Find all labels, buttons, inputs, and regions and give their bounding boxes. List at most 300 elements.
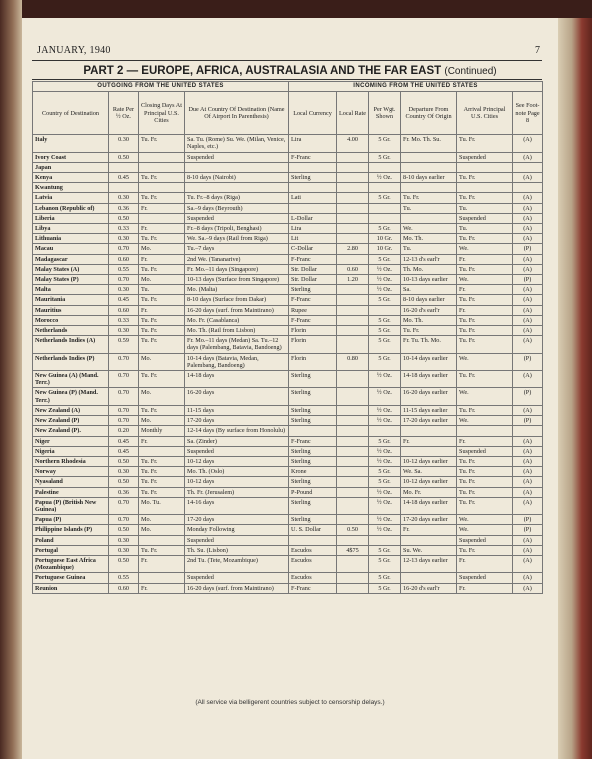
table-cell: Sterling: [289, 477, 337, 487]
table-cell: Tu. Fr.: [457, 497, 513, 514]
table-cell: Malay States (P): [33, 275, 109, 285]
col-country: Country of Destination: [33, 92, 109, 135]
table-cell: [369, 162, 401, 172]
table-cell: 0.30: [109, 234, 139, 244]
table-cell: Suspended: [457, 535, 513, 545]
table-row: [33, 326, 543, 336]
table-row: [33, 525, 543, 535]
table-cell: 0.70: [109, 244, 139, 254]
table-cell: Tu. Fr.: [457, 173, 513, 183]
table-cell: Sterling: [289, 285, 337, 295]
table-cell: [337, 467, 369, 477]
table-cell: [337, 535, 369, 545]
table-cell: Mo. Tu.: [139, 497, 185, 514]
table-row: [33, 315, 543, 325]
table-cell: [337, 254, 369, 264]
table-cell: 8-10 days (Nairobi): [185, 173, 289, 183]
table-row: [33, 353, 543, 370]
table-cell: Netherlands: [33, 326, 109, 336]
table-cell: Tu. Fr.: [457, 326, 513, 336]
table-row: [33, 436, 543, 446]
col-arrival: Arrival Principal U.S. Cities: [457, 92, 513, 135]
table-cell: [337, 203, 369, 213]
table-row: [33, 487, 543, 497]
table-cell: Mo. Th. (Rail from Lisbon): [185, 326, 289, 336]
table-cell: [369, 203, 401, 213]
table-cell: 0.50: [109, 525, 139, 535]
table-cell: Mo.: [139, 388, 185, 405]
table-cell: Tu. Fr.: [457, 477, 513, 487]
table-cell: Mo.: [139, 416, 185, 426]
col-departure: Departure From Country Of Origin: [401, 92, 457, 135]
table-row: [33, 285, 543, 295]
table-row: [33, 264, 543, 274]
table-cell: Escudos: [289, 555, 337, 572]
table-cell: 16-20 d's earl'r: [401, 583, 457, 593]
table-cell: Mo. Th.: [401, 315, 457, 325]
table-cell: (A): [513, 535, 543, 545]
table-cell: Monday Following: [185, 525, 289, 535]
table-cell: 0.30: [109, 545, 139, 555]
table-cell: (A): [513, 254, 543, 264]
table-cell: Tu. Fr.: [139, 264, 185, 274]
table-cell: 5 Gr.: [369, 336, 401, 353]
table-cell: Poland: [33, 535, 109, 545]
table-cell: 17-20 days earlier: [401, 416, 457, 426]
table-cell: Madagascar: [33, 254, 109, 264]
col-footnote: See Foot-note Page 8: [513, 92, 543, 135]
table-cell: 12-13 d's earl'r: [401, 254, 457, 264]
table-row: [33, 573, 543, 583]
table-cell: We. Sa.–9 days (Rail from Riga): [185, 234, 289, 244]
table-cell: Th. Mo.: [401, 264, 457, 274]
table-row: [33, 295, 543, 305]
table-cell: ½ Oz.: [369, 525, 401, 535]
table-cell: (P): [513, 515, 543, 525]
table-cell: Sterling: [289, 388, 337, 405]
table-cell: [513, 426, 543, 436]
table-cell: 0.60: [109, 254, 139, 264]
table-cell: Su. We.: [401, 545, 457, 555]
table-cell: 0.36: [109, 487, 139, 497]
table-cell: Suspended: [457, 152, 513, 162]
table-cell: Suspended: [185, 213, 289, 223]
table-cell: Latvia: [33, 193, 109, 203]
table-cell: [369, 183, 401, 193]
table-cell: 0.70: [109, 416, 139, 426]
table-cell: 17-20 days earlier: [401, 515, 457, 525]
table-cell: Fr.: [139, 555, 185, 572]
table-cell: We.: [457, 525, 513, 535]
table-cell: Florin: [289, 326, 337, 336]
table-cell: Fr. Mo.–11 days (Medan) Sa. Tu.–12 days (Palembang, Batavia, Bandoeng): [185, 336, 289, 353]
table-cell: Northern Rhodesia: [33, 456, 109, 466]
table-cell: [337, 213, 369, 223]
table-cell: 0.36: [109, 203, 139, 213]
table-cell: Papua (P): [33, 515, 109, 525]
table-cell: (P): [513, 388, 543, 405]
table-cell: 0.33: [109, 224, 139, 234]
table-cell: We. Sa.: [401, 467, 457, 477]
table-row: [33, 244, 543, 254]
table-cell: Mo. Th. (Oslo): [185, 467, 289, 477]
table-cell: Tu. Fr.: [457, 315, 513, 325]
table-cell: [139, 535, 185, 545]
table-cell: Malta: [33, 285, 109, 295]
table-cell: Sterling: [289, 416, 337, 426]
table-row: [33, 545, 543, 555]
table-cell: Sa.–9 days (Beyrouth): [185, 203, 289, 213]
table-cell: [369, 426, 401, 436]
table-cell: 5 Gr.: [369, 135, 401, 152]
table-cell: ½ Oz.: [369, 275, 401, 285]
table-cell: Fr.: [139, 305, 185, 315]
table-row: [33, 135, 543, 152]
table-cell: 16-20 days (surf. from Maintirano): [185, 583, 289, 593]
table-row: [33, 555, 543, 572]
table-cell: Florin: [289, 353, 337, 370]
table-cell: Kwantung: [33, 183, 109, 193]
table-cell: Netherlands Indies (P): [33, 353, 109, 370]
table-cell: Tu.: [401, 203, 457, 213]
table-cell: Fr.: [401, 436, 457, 446]
table-cell: [337, 456, 369, 466]
table-cell: Nigeria: [33, 446, 109, 456]
table-cell: Italy: [33, 135, 109, 152]
table-cell: (P): [513, 416, 543, 426]
table-cell: Tu. Fr.: [139, 295, 185, 305]
table-cell: 0.45: [109, 173, 139, 183]
table-row: [33, 193, 543, 203]
table-cell: 0.30: [109, 193, 139, 203]
table-cell: [289, 535, 337, 545]
table-cell: Sterling: [289, 405, 337, 415]
table-cell: Escudos: [289, 573, 337, 583]
section-header-row: [33, 82, 543, 92]
table-cell: We.: [401, 224, 457, 234]
document-page: [22, 18, 558, 759]
table-cell: 17-20 days: [185, 416, 289, 426]
table-cell: 10-12 days: [185, 456, 289, 466]
table-cell: Malay States (A): [33, 264, 109, 274]
title-main: PART 2 — EUROPE, AFRICA, AUSTRALASIA AND THE FAR EAST: [83, 65, 442, 77]
table-cell: ½ Oz.: [369, 371, 401, 388]
table-cell: Netherlands Indies (A): [33, 336, 109, 353]
table-cell: [369, 535, 401, 545]
table-cell: (A): [513, 213, 543, 223]
table-cell: New Zealand (P).: [33, 426, 109, 436]
table-body: [33, 135, 543, 594]
table-cell: 5 Gr.: [369, 477, 401, 487]
table-cell: Mo.: [139, 275, 185, 285]
title-continued: (Continued): [444, 66, 497, 77]
table-cell: Mo.: [139, 525, 185, 535]
table-row: [33, 405, 543, 415]
table-cell: 0.30: [109, 467, 139, 477]
table-row: [33, 515, 543, 525]
table-cell: Papua (P) (British New Guinea): [33, 497, 109, 514]
table-cell: 5 Gr.: [369, 353, 401, 370]
table-cell: Japan: [33, 162, 109, 172]
table-cell: Monthly: [139, 426, 185, 436]
table-cell: [513, 162, 543, 172]
table-cell: Norway: [33, 467, 109, 477]
table-cell: Fr. Mo. Th. Su.: [401, 135, 457, 152]
table-cell: 0.33: [109, 315, 139, 325]
table-cell: Tu. Fr.: [139, 336, 185, 353]
table-cell: [457, 426, 513, 436]
table-cell: (A): [513, 436, 543, 446]
table-cell: Fr.: [139, 203, 185, 213]
table-cell: Morocco: [33, 315, 109, 325]
table-cell: Fr.: [401, 525, 457, 535]
table-cell: Mo.: [139, 353, 185, 370]
table-cell: Tu. Fr.: [457, 193, 513, 203]
table-cell: [337, 497, 369, 514]
table-cell: Niger: [33, 436, 109, 446]
table-cell: 2.80: [337, 244, 369, 254]
table-row: [33, 371, 543, 388]
table-cell: 10-12 days earlier: [401, 456, 457, 466]
table-cell: Philippine Islands (P): [33, 525, 109, 535]
table-cell: F-Franc: [289, 315, 337, 325]
table-cell: Florin: [289, 336, 337, 353]
table-cell: 14-16 days: [185, 497, 289, 514]
table-cell: C-Dollar: [289, 244, 337, 254]
table-cell: 5 Gr.: [369, 555, 401, 572]
table-cell: P-Pound: [289, 487, 337, 497]
table-cell: 0.45: [109, 446, 139, 456]
page-number: 7: [535, 45, 540, 56]
table-cell: [401, 535, 457, 545]
table-cell: F-Franc: [289, 583, 337, 593]
table-cell: 16-20 d's earl'r: [401, 305, 457, 315]
table-row: [33, 477, 543, 487]
table-cell: Tu. Fr.: [401, 326, 457, 336]
table-cell: Mo. Th.: [401, 234, 457, 244]
table-cell: 14-18 days earlier: [401, 497, 457, 514]
table-cell: Reunion: [33, 583, 109, 593]
table-cell: [337, 477, 369, 487]
table-cell: [337, 583, 369, 593]
table-cell: [401, 426, 457, 436]
table-cell: Tu. Fr.: [401, 193, 457, 203]
table-cell: (A): [513, 285, 543, 295]
table-cell: Suspended: [457, 213, 513, 223]
table-cell: 16-20 days (surf. from Maintirano): [185, 305, 289, 315]
table-cell: 5 Gr.: [369, 193, 401, 203]
table-cell: F-Franc: [289, 254, 337, 264]
table-cell: [139, 573, 185, 583]
table-cell: [139, 162, 185, 172]
table-cell: ½ Oz.: [369, 446, 401, 456]
table-cell: Tu. Fr.: [457, 467, 513, 477]
table-cell: Fr.: [139, 436, 185, 446]
table-cell: ½ Oz.: [369, 173, 401, 183]
table-cell: [337, 436, 369, 446]
table-cell: Tu. Fr.: [139, 135, 185, 152]
table-cell: 5 Gr.: [369, 545, 401, 555]
table-cell: (A): [513, 545, 543, 555]
col-local-currency: Local Currency: [289, 92, 337, 135]
table-cell: Str. Dollar: [289, 275, 337, 285]
table-row: [33, 416, 543, 426]
table-cell: 5 Gr.: [369, 583, 401, 593]
table-cell: Fr.: [457, 305, 513, 315]
table-cell: ½ Oz.: [369, 416, 401, 426]
table-cell: Tu.: [139, 285, 185, 295]
table-cell: Tu. Fr.: [139, 456, 185, 466]
table-cell: (A): [513, 224, 543, 234]
table-cell: 0.50: [109, 456, 139, 466]
table-cell: Th. Fr. (Jerusalem): [185, 487, 289, 497]
table-row: [33, 583, 543, 593]
table-cell: (A): [513, 152, 543, 162]
table-cell: Suspended: [185, 573, 289, 583]
table-cell: [139, 446, 185, 456]
table-cell: Sa. (Zinder): [185, 436, 289, 446]
table-cell: 10-12 days earlier: [401, 477, 457, 487]
table-cell: Mo. Fr.: [401, 487, 457, 497]
table-cell: [337, 326, 369, 336]
table-cell: 12-14 days (By surface from Honolulu): [185, 426, 289, 436]
table-row: [33, 254, 543, 264]
table-cell: Lebanon (Republic of): [33, 203, 109, 213]
table-cell: Portuguese Guinea: [33, 573, 109, 583]
table-cell: (A): [513, 467, 543, 477]
table-cell: Mauritania: [33, 295, 109, 305]
table-cell: We.: [457, 416, 513, 426]
table-cell: 0.60: [337, 264, 369, 274]
table-cell: [185, 183, 289, 193]
table-cell: 0.50: [109, 477, 139, 487]
table-cell: [139, 152, 185, 162]
table-cell: Tu. Fr.: [139, 477, 185, 487]
table-cell: Fr.: [457, 254, 513, 264]
table-cell: 10-14 days earlier: [401, 353, 457, 370]
table-cell: [337, 234, 369, 244]
table-cell: 0.55: [109, 264, 139, 274]
table-cell: Lithuania: [33, 234, 109, 244]
table-cell: 0.50: [109, 213, 139, 223]
table-cell: [513, 183, 543, 193]
table-cell: Fr.: [139, 224, 185, 234]
table-row: [33, 305, 543, 315]
table-cell: [337, 285, 369, 295]
table-cell: 0.45: [109, 436, 139, 446]
table-cell: [289, 203, 337, 213]
table-cell: (A): [513, 135, 543, 152]
table-cell: Suspended: [457, 573, 513, 583]
section-outgoing: OUTGOING FROM THE UNITED STATES: [33, 82, 289, 92]
table-cell: 2nd We. (Tananarive): [185, 254, 289, 264]
table-cell: 0.70: [109, 405, 139, 415]
table-cell: 10-14 days (Batavia, Medan, Palembang, Bandoeng): [185, 353, 289, 370]
table-cell: (A): [513, 295, 543, 305]
table-cell: 0.55: [109, 573, 139, 583]
table-cell: (A): [513, 336, 543, 353]
table-cell: Fr.–8 days (Tripoli, Benghasi): [185, 224, 289, 234]
table-cell: [289, 183, 337, 193]
table-cell: L-Dollar: [289, 213, 337, 223]
table-cell: Rupee: [289, 305, 337, 315]
table-cell: Tu. Fr.: [139, 326, 185, 336]
table-cell: [457, 162, 513, 172]
table-cell: Tu.–7 days: [185, 244, 289, 254]
table-cell: [369, 213, 401, 223]
table-cell: (A): [513, 203, 543, 213]
table-cell: [401, 213, 457, 223]
table-cell: (A): [513, 487, 543, 497]
table-cell: [337, 426, 369, 436]
table-cell: Suspended: [185, 535, 289, 545]
table-cell: 0.30: [109, 285, 139, 295]
table-cell: 0.70: [109, 497, 139, 514]
table-cell: New Zealand (A): [33, 405, 109, 415]
table-row: [33, 224, 543, 234]
table-cell: Tu. Fr.: [139, 405, 185, 415]
table-row: [33, 183, 543, 193]
section-incoming: INCOMING FROM THE UNITED STATES: [289, 82, 543, 92]
table-cell: ½ Oz.: [369, 285, 401, 295]
table-cell: Lati: [289, 193, 337, 203]
table-cell: [337, 515, 369, 525]
table-cell: Palestine: [33, 487, 109, 497]
table-cell: [337, 446, 369, 456]
table-cell: Mo. (Malta): [185, 285, 289, 295]
table-cell: 10-13 days (Surface from Singapore): [185, 275, 289, 285]
table-cell: New Guinea (P) (Mand. Terr.): [33, 388, 109, 405]
table-cell: Suspended: [185, 152, 289, 162]
table-cell: 0.50: [337, 525, 369, 535]
table-cell: [139, 213, 185, 223]
table-cell: Sterling: [289, 371, 337, 388]
table-cell: Str. Dollar: [289, 264, 337, 274]
table-row: [33, 388, 543, 405]
table-cell: [401, 162, 457, 172]
table-cell: ½ Oz.: [369, 388, 401, 405]
table-cell: Tu. Fr.: [457, 264, 513, 274]
table-row: [33, 535, 543, 545]
table-cell: Tu. Fr.: [457, 545, 513, 555]
table-row: [33, 336, 543, 353]
table-cell: 10 Gr.: [369, 234, 401, 244]
table-cell: Tu. Fr.: [457, 371, 513, 388]
table-cell: Tu. Fr.: [457, 405, 513, 415]
table-cell: 0.59: [109, 336, 139, 353]
table-cell: 5 Gr.: [369, 254, 401, 264]
table-cell: (A): [513, 583, 543, 593]
table-cell: [401, 183, 457, 193]
table-cell: Tu.: [457, 224, 513, 234]
table-row: [33, 173, 543, 183]
table-cell: Krone: [289, 467, 337, 477]
table-cell: 5 Gr.: [369, 295, 401, 305]
table-cell: 4$75: [337, 545, 369, 555]
table-cell: [401, 573, 457, 583]
table-cell: Tu. Fr.: [457, 487, 513, 497]
table-cell: Escudos: [289, 545, 337, 555]
table-cell: 4.00: [337, 135, 369, 152]
table-cell: 0.70: [109, 275, 139, 285]
table-cell: Th. Su. (Lisbon): [185, 545, 289, 555]
table-cell: [337, 371, 369, 388]
table-cell: 14-18 days: [185, 371, 289, 388]
table-cell: [139, 183, 185, 193]
table-cell: (A): [513, 446, 543, 456]
table-cell: Nyasaland: [33, 477, 109, 487]
table-cell: [401, 152, 457, 162]
